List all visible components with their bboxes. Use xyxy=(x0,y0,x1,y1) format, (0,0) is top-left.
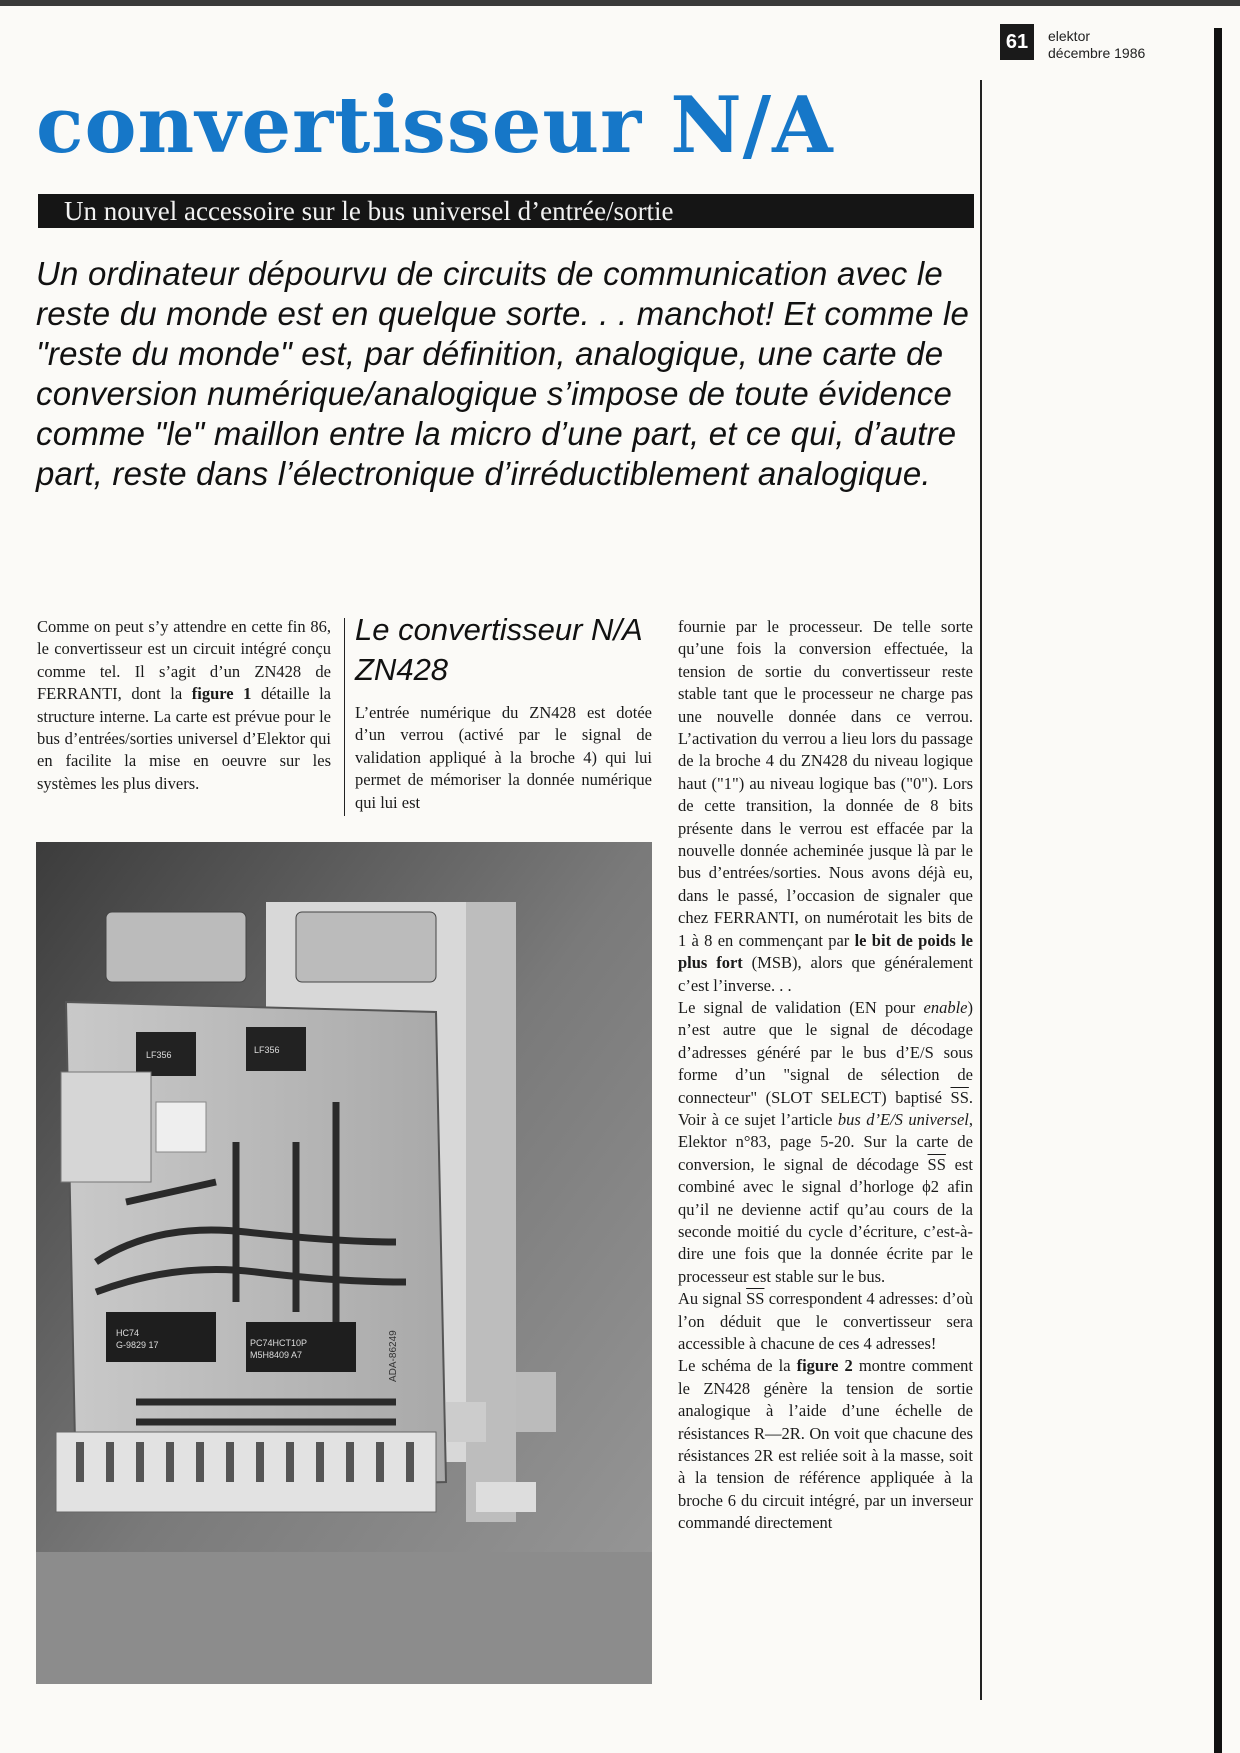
circuit-board-photo xyxy=(36,842,652,1684)
chip-label-opamp-1: LF356 xyxy=(146,1050,172,1060)
column-1-text xyxy=(37,616,331,795)
intro-paragraph: Un ordinateur dépourvu de circuits de communication avec le reste du monde est en quelque sorte. . . manchot! Et comme le "reste du monde" est, par définition, analogique, une carte de conversion numérique/analogique s’impose de toute évidence comme "le" maillon entre la micro d’une part, et ce qui, d’autre part, reste dans l’électronique d’irréductiblement analogique. xyxy=(36,255,970,492)
ss-signal-3: $\overline{SS}$ xyxy=(746,1289,765,1309)
chip-label-hc74-code: G-9829 17 xyxy=(116,1340,159,1350)
col3-p4-b: montre comment le ZN428 génère la tension de sortie analogique à l’aide d’une échelle de résistances R—2R. On voit que chacune des résistances 2R est reliée soit à la masse, soit à la tension de référence appliquée à la broche 6 du circuit intégré, par un inverseur commandé directement xyxy=(678,1356,974,1533)
page-binding-edge xyxy=(1214,28,1222,1753)
circuit-board-illustration xyxy=(36,842,652,1684)
col3-p2-c: . Voir à ce sujet l’article xyxy=(678,1087,973,1129)
figure-2-ref: figure 2 xyxy=(796,1356,853,1376)
margin-rule xyxy=(980,80,982,1700)
column-2-text: L’entrée numérique du ZN428 est dotée d’un verrou (activé par le signal de validation appliqué à la broche 4) qui lui permet de mémoriser la donnée numérique qui lui est xyxy=(355,703,652,812)
article-reference: bus d’E/S universel xyxy=(837,1109,969,1129)
col3-p2-e: est combiné avec le signal d’horloge ϕ2 afin qu’il ne devienne actif qu’au cours de la seconde moitié du cycle d’écriture, c’est-à-dire une fois que la donnée écrite par le processeur est stable sur le bus. xyxy=(678,1154,973,1286)
issue-date: décembre 1986 xyxy=(1048,45,1146,61)
col3-paragraph-2 xyxy=(678,997,973,1288)
board-label: ADA-86249 xyxy=(388,1330,399,1382)
col3-paragraph-1 xyxy=(678,616,973,997)
figure-1-ref: figure 1 xyxy=(191,684,252,704)
chip-label-hc74: HC74 xyxy=(116,1328,140,1338)
page-top-edge xyxy=(0,0,1240,6)
col3-p3-b: correspondent 4 adresses: d’où l’on déduit que le convertisseur sera accessible à chacune de ces 4 adresses! xyxy=(678,1289,973,1353)
col3-p4-a: Le schéma de la xyxy=(678,1356,797,1376)
section-heading: Le convertisseur N/A ZN428 xyxy=(355,612,642,687)
column-2-rule xyxy=(344,618,345,816)
ss-signal-2: $\overline{SS}$ xyxy=(927,1154,946,1174)
col3-p1-a: fournie par le processeur. De telle sorte qu’une fois la conversion effectuée, la tension de sortie du convertisseur reste stable tant que le processeur ne charge pas une nouvelle donnée dans ce verrou. L’activation du verrou a lieu lors du passage de la broche 4 du ZN428 du niveau logique haut ("1") au niveau logique bas ("0"). Lors de cette transition, la donnée de 8 bits présente dans le verrou est effacée par la nouvelle donnée acheminée jusque là par le bus d’entrées/sorties. Nous avons déjà eu, dans le passé, l’occasion de signaler que chez FERRANTI, on numérotait les bits de 1 à 8 en commençant par xyxy=(678,617,973,950)
column-3-text xyxy=(678,616,973,1535)
col3-paragraph-3 xyxy=(678,1288,973,1355)
col3-p2-b: ) n’est autre que le signal de décodage d’adresses généré par le bus d’E/S sous forme d’un "signal de sélection de connecteur" (SLOT SELECT) baptisé xyxy=(678,997,973,1107)
col3-p2-d: , Elektor n°83, page 5-20. Sur la carte de conversion, le signal de décodage xyxy=(678,1109,973,1174)
ss-signal: $\overline{SS}$ xyxy=(950,1087,969,1107)
msb-emphasis: le bit de poids le plus fort xyxy=(678,930,973,973)
col3-paragraph-4 xyxy=(678,1355,973,1534)
col1-text-a: Comme on peut s’y attendre en cette fin 86, le convertisseur est un circuit intégré conçu comme tel. Il s’agit d’un ZN428 de FERRANTI, dont la xyxy=(37,617,331,704)
magazine-info xyxy=(1048,28,1145,62)
magazine-name: elektor xyxy=(1048,28,1091,44)
col3-p3-a: Au signal xyxy=(678,1289,747,1309)
col3-p2-a: Le signal de validation (EN pour xyxy=(678,997,924,1017)
col1-text-b: détaille la structure interne. La carte est prévue pour le bus d’entrées/sorties universel d’Elektor qui en facilite la mise en oeuvre sur les systèmes les plus divers. xyxy=(37,684,331,793)
enable-term: enable xyxy=(923,997,968,1017)
chip-label-opamp-2: LF356 xyxy=(254,1045,280,1055)
chip-label-hct10-code: M5H8409 A7 xyxy=(250,1350,303,1360)
chip-label-hct10: PC74HCT10P xyxy=(250,1338,308,1348)
article-subtitle: Un nouvel accessoire sur le bus universel d’entrée/sortie xyxy=(38,194,974,228)
col3-p1-b: (MSB), alors que généralement c’est l’inverse. . . xyxy=(678,953,974,995)
page-number: 61 xyxy=(1000,24,1034,60)
article-title: convertisseur N/A xyxy=(36,80,834,171)
